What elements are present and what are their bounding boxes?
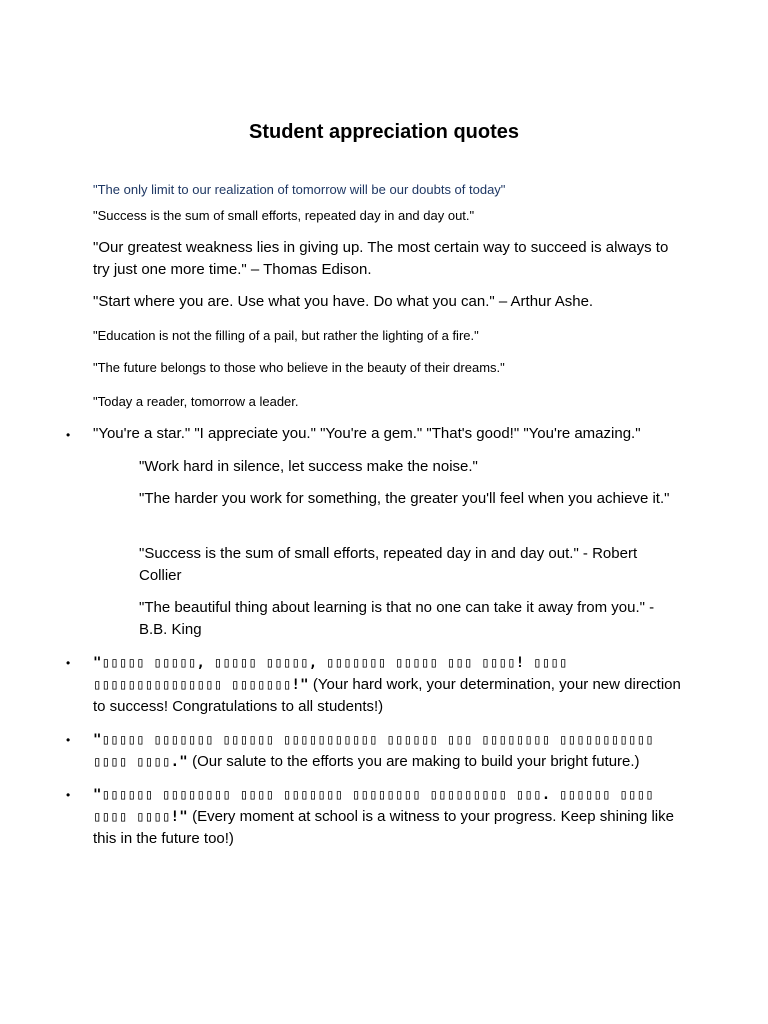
translation-text: (Every moment at school is a witness to your progress. Keep shining like this in the future too!) xyxy=(93,808,674,847)
bullet-marker: • xyxy=(66,788,71,802)
indented-quote-work-hard: "Work hard in silence, let success make the noise." xyxy=(139,458,478,475)
bullet-native-salute xyxy=(93,729,683,773)
quote-success-small-efforts: "Success is the sum of small efforts, repeated day in and day out." xyxy=(93,208,475,223)
indented-quote-bb-king: "The beautiful thing about learning is that no one can take it away from you." - B.B. King xyxy=(139,599,655,638)
bullet-marker: • xyxy=(66,733,71,747)
document-title: Student appreciation quotes xyxy=(248,121,520,143)
bullet-marker: • xyxy=(66,428,71,442)
quote-thomas-edison: "Our greatest weakness lies in giving up. The most certain way to succeed is always to try just one more time." – Thomas Edison. xyxy=(93,239,669,278)
bullet-praise-phrases: "You're a star." "I appreciate you." "You're a gem." "That's good!" "You're amazing." xyxy=(93,425,641,442)
bullet-native-congratulations xyxy=(93,652,683,718)
quote-education-fire: "Education is not the filling of a pail, but rather the lighting of a fire." xyxy=(93,328,479,343)
native-script-text: "▯▯▯▯▯▯ ▯▯▯▯▯▯▯▯ ▯▯▯▯ ▯▯▯▯▯▯▯ ▯▯▯▯▯▯▯▯ ▯▯▯▯▯▯▯▯▯ ▯▯▯. ▯▯▯▯▯▯ ▯▯▯▯ ▯▯▯▯ ▯▯▯▯!" xyxy=(93,787,654,825)
bullet-marker: • xyxy=(66,656,71,670)
quote-future-dreams: "The future belongs to those who believe in the beauty of their dreams." xyxy=(93,360,505,375)
indented-quote-harder-you-work: "The harder you work for something, the greater you'll feel when you achieve it." xyxy=(139,490,670,507)
quote-limit-of-tomorrow: "The only limit to our realization of tomorrow will be our doubts of today" xyxy=(93,182,506,197)
indented-quote-robert-collier: "Success is the sum of small efforts, repeated day in and day out." - Robert Collier xyxy=(139,545,638,584)
native-script-text: "▯▯▯▯▯ ▯▯▯▯▯▯▯ ▯▯▯▯▯▯ ▯▯▯▯▯▯▯▯▯▯▯ ▯▯▯▯▯▯ ▯▯▯ ▯▯▯▯▯▯▯▯ ▯▯▯▯▯▯▯▯▯▯▯ ▯▯▯▯ ▯▯▯▯." xyxy=(93,732,654,770)
native-script-text: "▯▯▯▯▯ ▯▯▯▯▯, ▯▯▯▯▯ ▯▯▯▯▯, ▯▯▯▯▯▯▯ ▯▯▯▯▯ ▯▯▯ ▯▯▯▯! ▯▯▯▯ ▯▯▯▯▯▯▯▯▯▯▯▯▯▯▯ ▯▯▯▯▯▯▯!" xyxy=(93,655,568,693)
quote-arthur-ashe: "Start where you are. Use what you have. Do what you can." – Arthur Ashe. xyxy=(93,293,594,310)
bullet-native-progress xyxy=(93,784,683,850)
translation-text: (Your hard work, your determination, your new direction to success! Congratulations to all students!) xyxy=(93,676,681,715)
translation-text: (Our salute to the efforts you are making to build your bright future.) xyxy=(187,753,640,770)
quote-reader-leader: "Today a reader, tomorrow a leader. xyxy=(93,394,299,409)
